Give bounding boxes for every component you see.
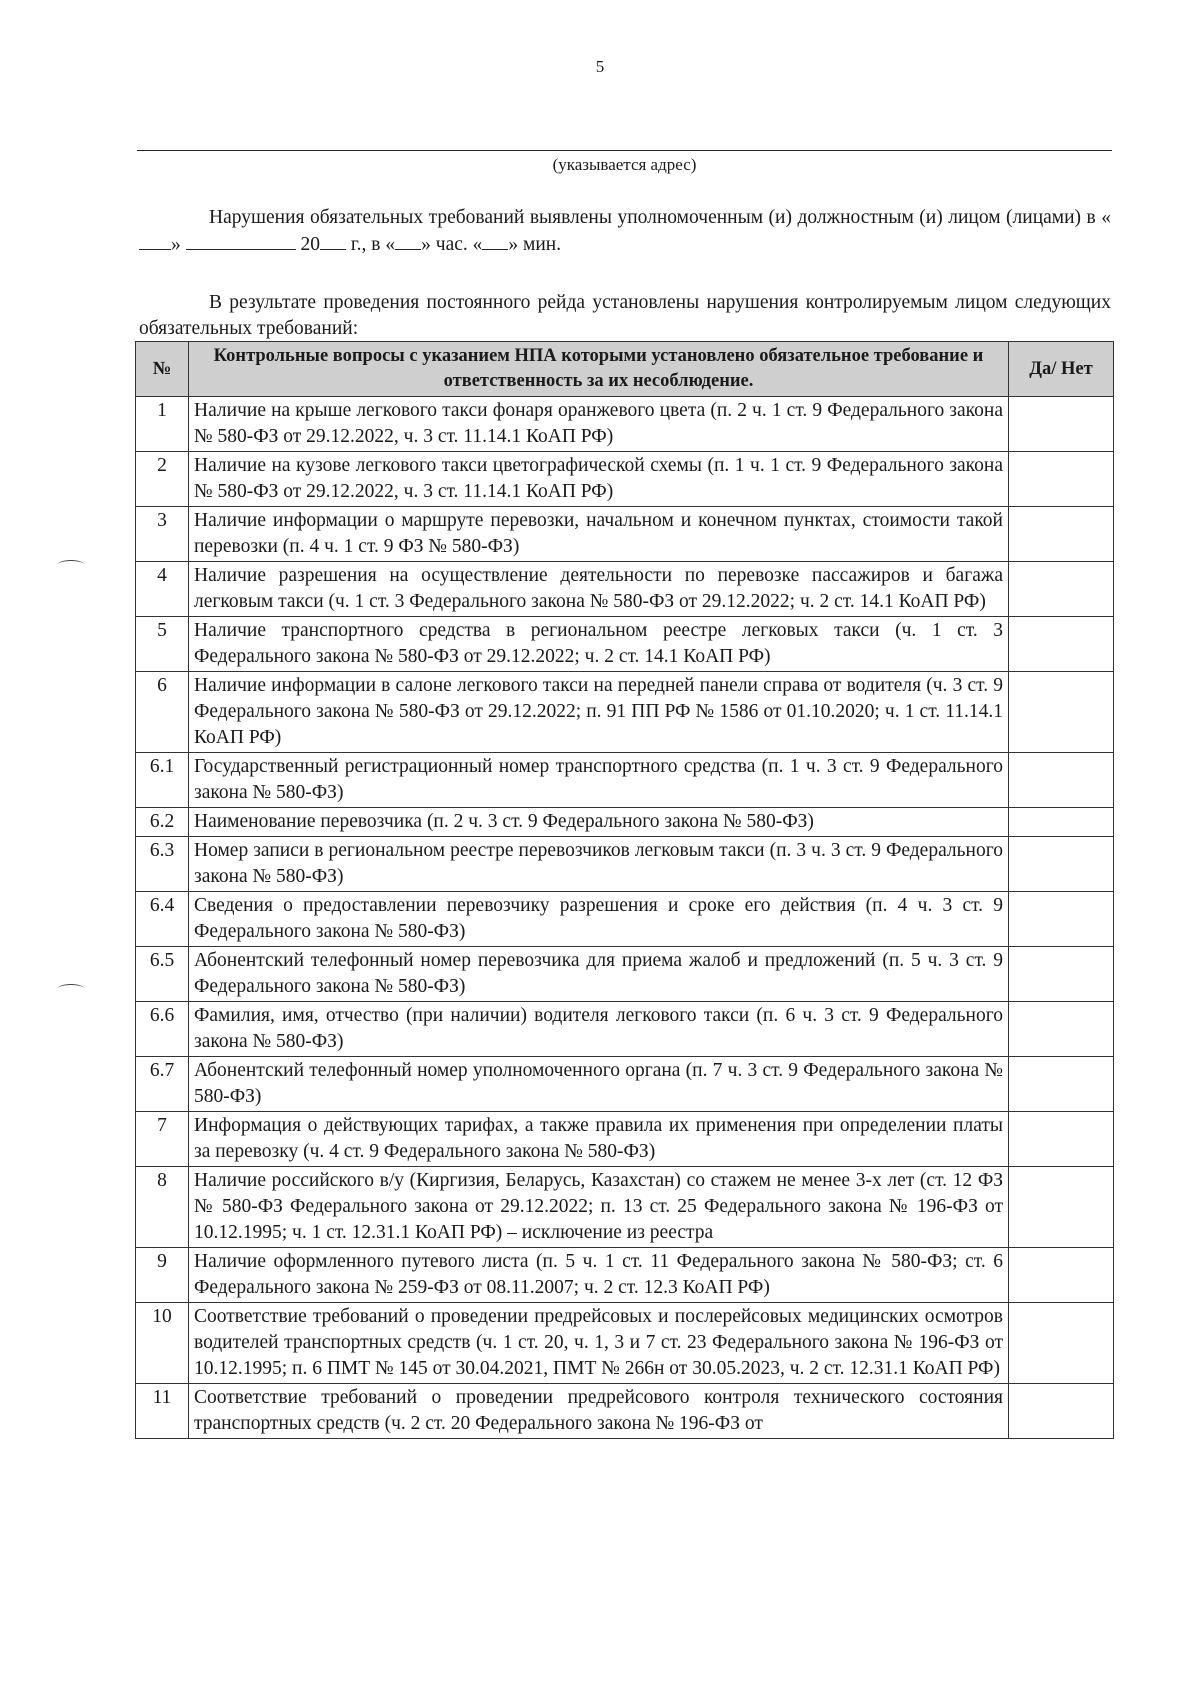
row-question: Фамилия, имя, отчество (при наличии) водителя легкового такси (п. 6 ч. 3 ст. 9 Федерального закона № 580-ФЗ): [189, 1002, 1009, 1057]
answer-cell[interactable]: [1009, 672, 1114, 753]
row-number: 1: [136, 397, 189, 452]
row-question: Соответствие требований о проведении предрейсового контроля технического состояния транспортных средств (ч. 2 ст. 20 Федерального закона № 196-ФЗ от: [189, 1384, 1009, 1439]
table-row: [136, 452, 1114, 507]
row-question: Наличие транспортного средства в региональном реестре легковых такси (ч. 1 ст. 3 Федерального закона № 580-ФЗ от 29.12.2022; ч. 2 ст. 14.1 КоАП РФ): [189, 617, 1009, 672]
hours-label: » час. «: [421, 234, 483, 255]
row-number: 9: [136, 1248, 189, 1303]
row-question: Сведения о предоставлении перевозчику разрешения и сроке его действия (п. 4 ч. 3 ст. 9 Федерального закона № 580-ФЗ): [189, 892, 1009, 947]
row-question: Наличие на кузове легкового такси цветографической схемы (п. 1 ч. 1 ст. 9 Федерального закона № 580-ФЗ от 29.12.2022, ч. 3 ст. 11.14.1 КоАП РФ): [189, 452, 1009, 507]
violations-paragraph: [139, 205, 1111, 258]
row-number: 4: [136, 562, 189, 617]
table-row: [136, 1167, 1114, 1248]
year-blank: [320, 231, 346, 250]
year-prefix: 20: [295, 234, 320, 255]
row-question: Абонентский телефонный номер перевозчика для приема жалоб и предложений (п. 5 ч. 3 ст. 9 Федерального закона № 580-ФЗ): [189, 947, 1009, 1002]
table-row: [136, 1002, 1114, 1057]
answer-cell[interactable]: [1009, 1384, 1114, 1439]
answer-cell[interactable]: [1009, 947, 1114, 1002]
row-number: 6.7: [136, 1057, 189, 1112]
row-number: 6: [136, 672, 189, 753]
page-number: 5: [595, 57, 605, 76]
table-row: [136, 808, 1114, 837]
row-number: 3: [136, 507, 189, 562]
row-number: 6.6: [136, 1002, 189, 1057]
table-row: [136, 617, 1114, 672]
table-row: [136, 672, 1114, 753]
row-number: 6.4: [136, 892, 189, 947]
table-row: [136, 1384, 1114, 1439]
row-number: 5: [136, 617, 189, 672]
row-question: Номер записи в региональном реестре перевозчиков легковым такси (п. 3 ч. 3 ст. 9 Федерального закона № 580-ФЗ): [189, 837, 1009, 892]
table-row: [136, 1057, 1114, 1112]
row-number: 6.1: [136, 753, 189, 808]
answer-cell[interactable]: [1009, 892, 1114, 947]
table-row: [136, 1112, 1114, 1167]
day-blank: [139, 231, 171, 250]
answer-cell[interactable]: [1009, 507, 1114, 562]
row-number: 2: [136, 452, 189, 507]
hours-blank: [395, 231, 421, 250]
row-number: 6.5: [136, 947, 189, 1002]
table-row: [136, 837, 1114, 892]
row-question: Наличие российского в/у (Киргизия, Беларусь, Казахстан) со стажем не менее 3-х лет (ст. 12 ФЗ № 580-ФЗ Федерального закона от 29.12.2022; п. 13 ст. 25 Федерального закона № 196-ФЗ от 10.12.1995; ч. 1 ст. 12.31.1 КоАП РФ) – исключение из реестра: [189, 1167, 1009, 1248]
table-row: [136, 1248, 1114, 1303]
header-answer: Да/ Нет: [1009, 342, 1114, 397]
answer-cell[interactable]: [1009, 753, 1114, 808]
row-question: Государственный регистрационный номер транспортного средства (п. 1 ч. 3 ст. 9 Федерального закона № 580-ФЗ): [189, 753, 1009, 808]
time-part: г., в «: [346, 234, 396, 255]
answer-cell[interactable]: [1009, 562, 1114, 617]
row-question: Информация о действующих тарифах, а также правила их применения при определении платы за перевозку (ч. 4 ст. 9 Федерального закона № 580-ФЗ): [189, 1112, 1009, 1167]
row-number: 8: [136, 1167, 189, 1248]
violations-sep: »: [171, 234, 186, 255]
table-row: [136, 892, 1114, 947]
answer-cell[interactable]: [1009, 837, 1114, 892]
row-question: Наличие разрешения на осуществление деятельности по перевозке пассажиров и багажа легковым такси (ч. 1 ст. 3 Федерального закона № 580-ФЗ от 29.12.2022; ч. 2 ст. 14.1 КоАП РФ): [189, 562, 1009, 617]
table-row: [136, 507, 1114, 562]
table-header-row: [136, 342, 1114, 397]
row-number: 6.3: [136, 837, 189, 892]
row-number: 7: [136, 1112, 189, 1167]
answer-cell[interactable]: [1009, 452, 1114, 507]
minutes-blank: [482, 231, 508, 250]
answer-cell[interactable]: [1009, 1303, 1114, 1384]
row-question: Наличие информации в салоне легкового такси на передней панели справа от водителя (ч. 3 ст. 9 Федерального закона № 580-ФЗ от 29.12.2022; п. 91 ПП РФ № 1586 от 01.10.2020; ч. 1 ст. 11.14.1 КоАП РФ): [189, 672, 1009, 753]
minutes-label: » мин.: [508, 234, 562, 255]
row-question: Наличие информации о маршруте перевозки, начальном и конечном пунктах, стоимости такой перевозки (п. 4 ч. 1 ст. 9 ФЗ № 580-ФЗ): [189, 507, 1009, 562]
answer-cell[interactable]: [1009, 1112, 1114, 1167]
row-question: Абонентский телефонный номер уполномоченного органа (п. 7 ч. 3 ст. 9 Федерального закона № 580-ФЗ): [189, 1057, 1009, 1112]
table-row: [136, 562, 1114, 617]
violations-text: Нарушения обязательных требований выявлены уполномоченным (и) должностным (и) лицом (лицами) в «: [209, 207, 1111, 228]
address-underline: [137, 150, 1112, 151]
table-row: [136, 947, 1114, 1002]
row-question: Соответствие требований о проведении предрейсовых и послерейсовых медицинских осмотров водителей транспортных средств (ч. 1 ст. 20, ч. 1, 3 и 7 ст. 23 Федерального закона № 196-ФЗ от 10.12.1995; п. 6 ПМТ № 145 от 30.04.2021, ПМТ № 266н от 30.05.2023, ч. 2 ст. 12.31.1 КоАП РФ): [189, 1303, 1009, 1384]
header-question: Контрольные вопросы с указанием НПА которыми установлено обязательное требование и ответственность за их несоблюдение.: [189, 342, 1009, 397]
table-row: [136, 1303, 1114, 1384]
header-num: №: [136, 342, 189, 397]
table-row: [136, 397, 1114, 452]
scan-mark: [58, 984, 84, 993]
answer-cell[interactable]: [1009, 1002, 1114, 1057]
address-caption: (указывается адрес): [552, 155, 697, 174]
row-question: Наименование перевозчика (п. 2 ч. 3 ст. 9 Федерального закона № 580-ФЗ): [189, 808, 1009, 837]
answer-cell[interactable]: [1009, 1167, 1114, 1248]
row-question: Наличие оформленного путевого листа (п. 5 ч. 1 ст. 11 Федерального закона № 580-ФЗ; ст. 6 Федерального закона № 259-ФЗ от 08.11.2007; ч. 2 ст. 12.3 КоАП РФ): [189, 1248, 1009, 1303]
table-row: [136, 753, 1114, 808]
answer-cell[interactable]: [1009, 1248, 1114, 1303]
checklist-table: [135, 341, 1114, 1439]
scan-mark: [58, 560, 84, 569]
month-blank: [186, 231, 296, 250]
row-number: 11: [136, 1384, 189, 1439]
row-number: 10: [136, 1303, 189, 1384]
answer-cell[interactable]: [1009, 1057, 1114, 1112]
row-question: Наличие на крыше легкового такси фонаря оранжевого цвета (п. 2 ч. 1 ст. 9 Федерального закона № 580-ФЗ от 29.12.2022, ч. 3 ст. 11.14.1 КоАП РФ): [189, 397, 1009, 452]
answer-cell[interactable]: [1009, 808, 1114, 837]
raid-paragraph: В результате проведения постоянного рейда установлены нарушения контролируемым лицом следующих обязательных требований:: [139, 292, 1111, 339]
answer-cell[interactable]: [1009, 397, 1114, 452]
answer-cell[interactable]: [1009, 617, 1114, 672]
row-number: 6.2: [136, 808, 189, 837]
